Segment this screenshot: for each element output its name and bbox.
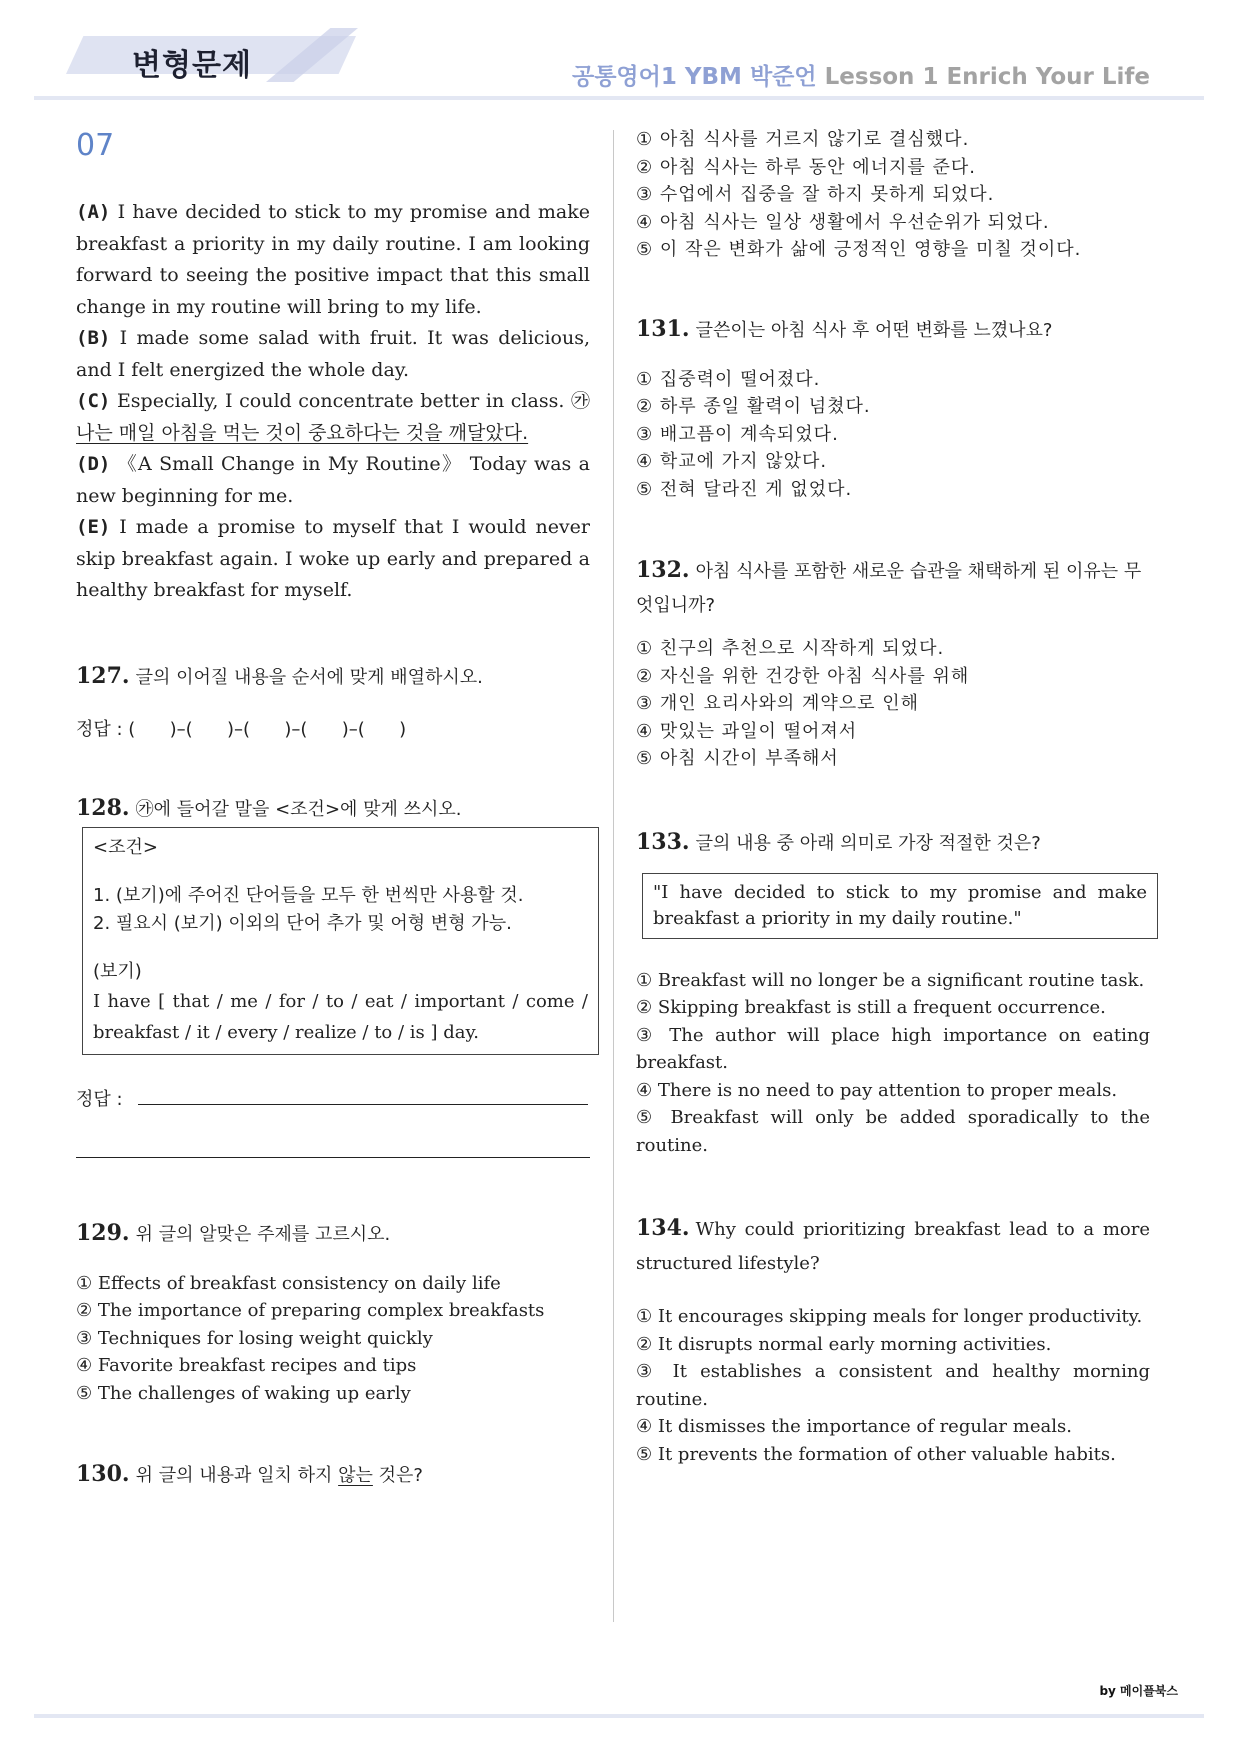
condition-2: 2. 필요시 (보기) 이외의 단어 추가 및 어형 변형 가능. — [93, 912, 512, 934]
paragraph-b-text: I made some salad with fruit. It was delicious, and I felt energized the whole day. — [76, 327, 590, 381]
question-129-text: 위 글의 알맞은 주제를 고르시오. — [135, 1223, 391, 1245]
right-column — [636, 126, 1150, 1468]
paragraph-b-label: (B) — [76, 327, 111, 349]
option-2[interactable]: ② The importance of preparing complex breakfasts — [76, 1300, 545, 1321]
question-133-number: 133. — [636, 828, 690, 855]
conditions-box — [82, 827, 599, 1055]
question-127-text: 글의 이어질 내용을 순서에 맞게 배열하시오. — [135, 666, 483, 688]
footer-divider — [34, 1714, 1204, 1718]
question-134-number: 134. — [636, 1215, 690, 1241]
option-5[interactable]: ⑤ Breakfast will only be added sporadically to the routine. — [636, 1107, 1150, 1156]
paragraph-a-text: I have decided to stick to my promise and make breakfast a priority in my daily routine. I am looking forward to seeing the positive impact that this small change in my routine will bring to my life. — [76, 201, 590, 318]
header-subject: 공통영어1 YBM 박준언 — [571, 64, 817, 90]
blank-marker: ㉮ — [570, 390, 590, 412]
question-128-answer-line-1[interactable] — [138, 1104, 588, 1105]
question-128 — [76, 791, 590, 827]
passage-number: 07 — [76, 128, 115, 163]
question-131 — [636, 312, 1150, 348]
paragraph-d — [76, 449, 590, 512]
question-133-text: 글의 내용 중 아래 의미로 가장 적절한 것은? — [695, 832, 1041, 854]
question-132-text: 아침 식사를 포함한 새로운 습관을 채택하게 된 이유는 무엇입니까? — [636, 561, 1142, 616]
question-130-text-end: 것은? — [378, 1465, 423, 1486]
paragraph-e — [76, 512, 590, 607]
question-132-options — [636, 635, 1150, 773]
option-4[interactable]: ④ 학교에 가지 않았다. — [636, 451, 828, 472]
conditions-spacer-2 — [93, 938, 588, 958]
option-4[interactable]: ④ There is no need to pay attention to proper meals. — [636, 1079, 1118, 1101]
question-127-number: 127. — [76, 662, 130, 689]
paragraph-d-label: (D) — [76, 453, 111, 475]
option-2[interactable]: ② Skipping breakfast is still a frequent occurrence. — [636, 997, 1106, 1018]
option-4[interactable]: ④ 맛있는 과일이 떨어져서 — [636, 720, 858, 742]
option-5[interactable]: ⑤ 이 작은 변화가 삶에 긍정적인 영향을 미칠 것이다. — [636, 239, 1082, 260]
paragraph-d-text: 《A Small Change in My Routine》 Today was a new beginning for me. — [76, 453, 590, 507]
question-134 — [636, 1211, 1150, 1281]
option-3[interactable]: ③ 배고픔이 계속되었다. — [636, 423, 839, 445]
question-131-text: 글쓴이는 아침 식사 후 어떤 변화를 느꼈나요? — [695, 319, 1053, 341]
option-1[interactable]: ① Breakfast will no longer be a significant routine task. — [636, 969, 1145, 991]
paragraph-a — [76, 197, 590, 323]
question-134-text: Why could prioritizing breakfast lead to a more structured lifestyle? — [636, 1219, 1150, 1274]
question-133 — [636, 825, 1150, 861]
option-2[interactable]: ② 아침 식사는 하루 동안 에너지를 준다. — [636, 156, 977, 178]
paragraph-a-label: (A) — [76, 201, 111, 223]
option-1[interactable]: ① 친구의 추천으로 시작하게 되었다. — [636, 638, 945, 659]
left-column — [76, 124, 590, 1493]
option-3[interactable]: ③ 수업에서 집중을 잘 하지 못하게 되었다. — [636, 184, 995, 205]
question-129-options — [76, 1270, 590, 1408]
option-5[interactable]: ⑤ It prevents the formation of other valuable habits. — [636, 1443, 1116, 1465]
option-5[interactable]: ⑤ 전혀 달라진 게 없었다. — [636, 478, 853, 500]
question-130-text: 위 글의 내용과 일치 하지 — [135, 1465, 333, 1486]
question-134-options — [636, 1303, 1150, 1468]
question-128-answer-label: 정답 : — [76, 1088, 123, 1110]
option-1[interactable]: ① 아침 식사를 거르지 않기로 결심했다. — [636, 129, 970, 150]
underlined-sentence: 나는 매일 아침을 먹는 것이 중요하다는 것을 깨달았다. — [76, 421, 529, 444]
header-divider — [34, 96, 1204, 100]
quote-box: "I have decided to stick to my promise and make breakfast a priority in my daily routine." — [642, 873, 1158, 939]
option-2[interactable]: ② 자신을 위한 건강한 아침 식사를 위해 — [636, 665, 970, 687]
option-1[interactable]: ① Effects of breakfast consistency on daily life — [76, 1272, 501, 1294]
paragraph-c-label: (C) — [76, 390, 111, 412]
option-5[interactable]: ⑤ 아침 시간이 부족해서 — [636, 748, 839, 769]
option-3[interactable]: ③ The author will place high importance on eating breakfast. — [636, 1024, 1150, 1073]
question-132 — [636, 553, 1150, 623]
option-1[interactable]: ① It encourages skipping meals for longer productivity. — [636, 1306, 1143, 1327]
question-130-underlined: 않는 — [338, 1465, 373, 1486]
option-5[interactable]: ⑤ The challenges of waking up early — [76, 1382, 411, 1404]
option-3[interactable]: ③ 개인 요리사와의 계약으로 인해 — [636, 693, 920, 714]
footer-credit: by 메이플북스 — [1099, 1684, 1178, 1698]
question-128-number: 128. — [76, 794, 130, 821]
reading-passage — [76, 197, 590, 607]
paragraph-c — [76, 386, 590, 449]
question-130-number: 130. — [76, 1461, 130, 1487]
option-1[interactable]: ① 집중력이 떨어졌다. — [636, 368, 821, 390]
conditions-title: <조건> — [93, 836, 158, 858]
question-131-number: 131. — [636, 315, 690, 342]
question-132-number: 132. — [636, 557, 690, 583]
question-128-answer-line-2[interactable] — [76, 1157, 590, 1158]
question-128-answer-row — [76, 1085, 590, 1111]
paragraph-b — [76, 323, 590, 386]
option-3[interactable]: ③ It establishes a consistent and healthy morning routine. — [636, 1361, 1150, 1410]
conditions-spacer — [93, 862, 588, 882]
column-divider — [613, 130, 614, 1622]
question-130 — [76, 1457, 590, 1493]
option-4[interactable]: ④ Favorite breakfast recipes and tips — [76, 1355, 417, 1376]
question-127 — [76, 659, 590, 695]
paragraph-e-label: (E) — [76, 516, 111, 538]
question-133-options — [636, 967, 1150, 1160]
header-title: 변형문제 — [132, 48, 252, 83]
paragraph-c-text: Especially, I could concentrate better in class. — [116, 390, 565, 412]
question-127-answer[interactable]: 정답 : ( )–( )–( )–( )–( ) — [76, 718, 407, 740]
option-4[interactable]: ④ It dismisses the importance of regular meals. — [636, 1416, 1072, 1437]
option-2[interactable]: ② It disrupts normal early morning activities. — [636, 1333, 1052, 1355]
option-3[interactable]: ③ Techniques for losing weight quickly — [76, 1327, 433, 1349]
header-lesson: Lesson 1 Enrich Your Life — [824, 64, 1150, 90]
question-129 — [76, 1216, 590, 1252]
question-128-text: ㉮에 들어갈 말을 <조건>에 맞게 쓰시오. — [135, 798, 462, 820]
condition-1: 1. (보기)에 주어진 단어들을 모두 한 번씩만 사용할 것. — [93, 884, 524, 906]
question-131-options — [636, 366, 1150, 504]
option-4[interactable]: ④ 아침 식사는 일상 생활에서 우선순위가 되었다. — [636, 211, 1050, 233]
bogi-words: I have [ that / me / for / to / eat / important / come / breakfast / it / every / realize / to / is ] day. — [93, 990, 588, 1043]
bogi-title: (보기) — [93, 960, 142, 982]
question-129-number: 129. — [76, 1219, 130, 1246]
question-130-options — [636, 126, 1150, 264]
option-2[interactable]: ② 하루 종일 활력이 넘쳤다. — [636, 396, 871, 417]
paragraph-e-text: I made a promise to myself that I would never skip breakfast again. I woke up early and prepared a healthy breakfast for myself. — [76, 516, 590, 601]
header-subject-line — [572, 58, 1150, 91]
